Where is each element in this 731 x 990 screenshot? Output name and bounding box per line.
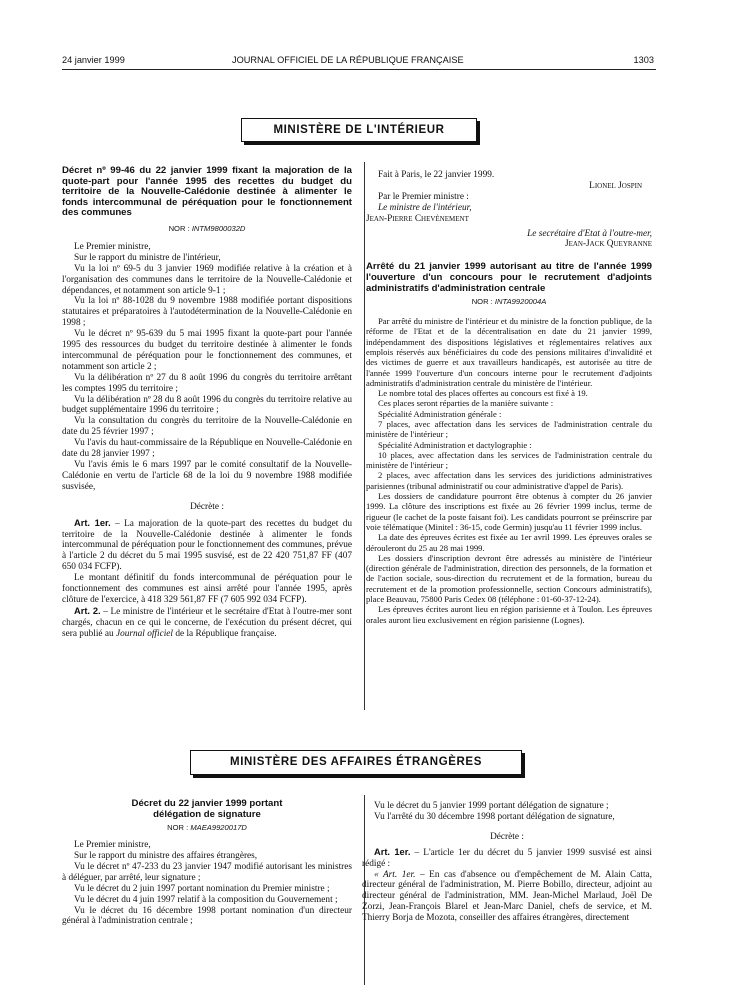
sign-fait: Fait à Paris, le 22 janvier 1999. <box>378 170 495 180</box>
decree-para: Vu la consultation du congrès du territoire de la Nouvelle-Calédonie en date du 25 février 1997 ; <box>62 416 352 438</box>
sign-secretary-name: Jean-Jack Queyranne <box>564 239 652 250</box>
article-label: Art. 2. <box>74 605 101 616</box>
arrete-para: Les dossiers d'inscription devront être adressés au ministère de l'intérieur (direction générale de l'administration, direction des personnels, de la formation et de l'action sociale, sous-direction du recrutement et de la formation, bureau du recrutement et de la promotion professionnelle, section Concours administratifs), place Beauvau, 75800 Paris Cedex 08 (téléphone : 01-60-37-12-24). <box>366 552 652 605</box>
decree-title: Décret du 22 janvier 1999 portant délégation de signature <box>131 798 283 820</box>
ministry-title: MINISTÈRE DES AFFAIRES ÉTRANGÈRES <box>230 756 482 768</box>
decree-para: Le Premier ministre, <box>74 241 151 252</box>
ministry-title: MINISTÈRE DE L'INTÉRIEUR <box>273 124 445 136</box>
decree-para: Sur le rapport du ministre des affaires étrangères, <box>74 851 258 861</box>
article-text-end: de la République française. <box>173 628 277 639</box>
arrete-para: Le nombre total des places offertes au concours est fixé à 19. <box>378 388 588 399</box>
quote-label: « Art. 1er. <box>374 869 416 880</box>
decree-99-46 <box>62 166 352 640</box>
ministry-title-box <box>190 750 522 775</box>
arrete-title: Arrêté du 21 janvier 1999 autorisant au titre de l'année 1999 l'ouverture d'un concours pour le recrutement d'adjoints administratifs d'administration centrale <box>366 261 652 294</box>
decree-decrete: Décrète : <box>190 501 224 512</box>
article-text: – L'article 1er du décret du 5 janvier 1999 susvisé est ainsi rédigé : <box>362 847 653 869</box>
article-label: Art. 1er. <box>74 517 111 528</box>
column-rule <box>364 162 365 710</box>
arrete-para: Les épreuves écrites auront lieu en région parisienne et à Toulon. Les épreuves orales auront lieu exclusivement en région parisienne (Lognes). <box>366 604 652 625</box>
arrete-body <box>366 316 652 625</box>
header-journal: JOURNAL OFFICIEL DE LA RÉPUBLIQUE FRANÇAISE <box>232 55 464 65</box>
nor-label: NOR : <box>471 297 493 307</box>
article-text: – La majoration de la quote-part des recettes du budget du territoire de la Nouvelle-Calédonie destinée à alimenter le fonds intercommunal de péréquation pour le fonctionnement des communes, prévue à l'article 2 du décret du 5 mai 1995 susvisé, est de 22 420 751,87 FF (407 650 034 FCFP). <box>62 518 352 573</box>
decree-para: Vu le décret nº 95-639 du 5 mai 1995 fixant la quote-part pour l'année 1995 des ressources du budget du territoire destinée à alimenter le fonds intercommunal de péréquation pour le fonctionnement des communes, et notamment son article 2 ; <box>62 329 352 372</box>
arrete-para: 7 places, avec affectation dans les services de l'administration centrale du ministère de l'intérieur ; <box>366 419 652 440</box>
arrete-para: Ces places seront réparties de la manière suivante : <box>378 398 554 409</box>
decree-article-1 <box>62 518 352 574</box>
sign-minister-name: Jean-Pierre Chevènement <box>366 213 469 224</box>
decree-quoted-article <box>362 870 652 925</box>
nor-label: NOR : <box>167 823 189 833</box>
decree-para: Le Premier ministre, <box>74 840 151 851</box>
nor-code: INTM9800032D <box>191 223 246 233</box>
nor-label: NOR : <box>168 223 190 233</box>
decree-para: Vu le décret nº 47-233 du 23 janvier 1947 modifié autorisant les ministres à déléguer, par arrêté, leur signature ; <box>62 861 352 883</box>
arrete-para: Les dossiers de candidature pourront être obtenus à compter du 26 janvier 1999. La clôture des inscriptions est fixée au 26 février 1999 inclus, terme de rigueur (le cachet de la poste faisant foi). Les candidats pourront se préinscrire par voie télématique (Minitel : 36-15, code Germin) jusqu'au 11 février 1999 inclus. <box>366 491 652 532</box>
article-text: – Le ministre de l'intérieur et le secrétaire d'Etat à l'outre-mer sont chargés, chacun en ce qui le concerne, de l'exécution du présent décret, qui sera publié au <box>62 606 352 639</box>
decree-decrete: Décrète : <box>490 831 524 842</box>
nor-code: MAEA9920017D <box>190 823 247 833</box>
decree-article-1-continued: Le montant définitif du fonds intercommunal de péréquation pour le fonctionnement des communes est ainsi arrêté pour l'année 1995, après clôture de l'exercice, à 418 329 561,87 FF (7 605 992 034 FCFP). <box>62 573 352 605</box>
decree-para: Vu l'avis émis le 6 mars 1997 par le comité consultatif de la Nouvelle-Calédonie en vertu de l'article 68 de la loi du 9 novembre 1988 modifiée susvisée, <box>62 460 352 492</box>
decree-article-2 <box>62 606 352 640</box>
header-date: 24 janvier 1999 <box>62 55 125 65</box>
decree-para: Vu la délibération nº 28 du 8 août 1996 du congrès du territoire relative au budget supplémentaire 1996 du territoire ; <box>62 394 352 416</box>
arrete-para: Spécialité Administration générale : <box>378 408 502 419</box>
decree-para: Vu l'avis du haut-commissaire de la République en Nouvelle-Calédonie en date du 28 janvier 1997 ; <box>62 438 352 460</box>
arrete-nor <box>366 297 652 308</box>
running-header <box>62 55 654 69</box>
nor-code: INTA9920004A <box>494 297 547 307</box>
arrete-para: La date des épreuves écrites est fixée au 1er avril 1999. Les épreuves orales se dérouleront du 25 au 28 mai 1999. <box>366 532 652 553</box>
decree-para: Sur le rapport du ministre de l'intérieur, <box>74 252 221 263</box>
journal-officiel: Journal officiel <box>115 628 174 639</box>
header-page-number: 1303 <box>633 55 654 65</box>
ministry-title-box <box>241 118 477 142</box>
decree-para: Vu l'arrêté du 30 décembre 1998 portant délégation de signature, <box>374 811 615 822</box>
decree-para: Vu le décret du 4 juin 1997 relatif à la composition du Gouvernement ; <box>74 894 338 905</box>
header-rule <box>62 69 656 70</box>
arrete-para: Par arrêté du ministre de l'intérieur et du ministre de la fonction publique, de la réforme de l'Etat et de la décentralisation en date du 21 janvier 1999, indépendamment des dispositions législatives et réglementaires relatives aux emplois réservés aux bénéficiaires du code des pensions militaires d'invalidité et des victimes de guerre et aux travailleurs handicapés, est autorisée au titre de l'année 1999 l'ouverture d'un concours interne pour le recrutement d'adjoints administratifs d'administration centrale du ministère de l'intérieur. <box>366 316 652 388</box>
decree-para: Vu la loi nº 88-1028 du 9 novembre 1988 modifiée portant dispositions statutaires et préparatoires à l'autodétermination de la Nouvelle-Calédonie en 1998 ; <box>62 296 352 329</box>
sign-pm-name: Lionel Jospin <box>589 180 642 191</box>
article-label: Art. 1er. <box>374 846 411 857</box>
decree-para: Vu le décret du 16 décembre 1998 portant nomination d'un directeur général à l'administration centrale ; <box>62 905 352 927</box>
decree-title: Décret nº 99-46 du 22 janvier 1999 fixant la majoration de la quote-part pour l'année 1995 des recettes du budget du territoire de la Nouvelle-Calédonie destinée à alimenter le fonds intercommunal de péréquation pour le fonctionnement des communes <box>62 165 352 219</box>
decree-nor <box>62 224 352 235</box>
decree-para: Vu le décret du 5 janvier 1999 portant délégation de signature ; <box>374 801 609 811</box>
sign-minister-title: Le ministre de l'intérieur, <box>378 202 472 213</box>
signatures-and-arrete <box>366 170 652 625</box>
decree-para: Vu le décret du 2 juin 1997 portant nomination du Premier ministre ; <box>74 883 330 894</box>
decree-delegation <box>62 799 352 927</box>
arrete-para: 10 places, avec affectation dans les services de l'administration centrale du ministère de l'intérieur ; <box>366 449 652 471</box>
arrete-para: Spécialité Administration et dactylographie : <box>378 439 532 450</box>
decree-article-1 <box>362 847 652 870</box>
decree-para: Vu la délibération nº 27 du 8 août 1996 du congrès du territoire arrêtant les comptes 1995 du territoire ; <box>62 372 352 394</box>
decree-delegation-continued <box>362 801 652 924</box>
sign-secretary-title: Le secrétaire d'Etat à l'outre-mer, <box>527 228 652 239</box>
quote-text: – En cas d'absence ou d'empêchement de M. Alain Catta, directeur général de l'administration, M. Pierre Bobillo, directeur, adjoint au directeur général de l'administration, MM. Jean-Michel Marlaud, Joël De Zorzi, Jean-François Blarel et Jean-Marc Daniel, chefs de service, et M. Thierry Borja de Mozota, conseiller des affaires étrangères, directement <box>362 869 652 924</box>
decree-para: Vu la loi nº 69-5 du 3 janvier 1969 modifiée relative à la création et à l'organisation des communes dans le territoire de la Nouvelle-Calédonie et dépendances, et notamment son article 9-1 ; <box>62 263 352 296</box>
decree-nor <box>62 823 352 834</box>
arrete-para: 2 places, avec affectation dans les services des juridictions administratives parisiennes (tribunal administratif ou cour administrative d'appel de Paris). <box>366 470 652 491</box>
sign-par: Par le Premier ministre : <box>378 191 469 202</box>
